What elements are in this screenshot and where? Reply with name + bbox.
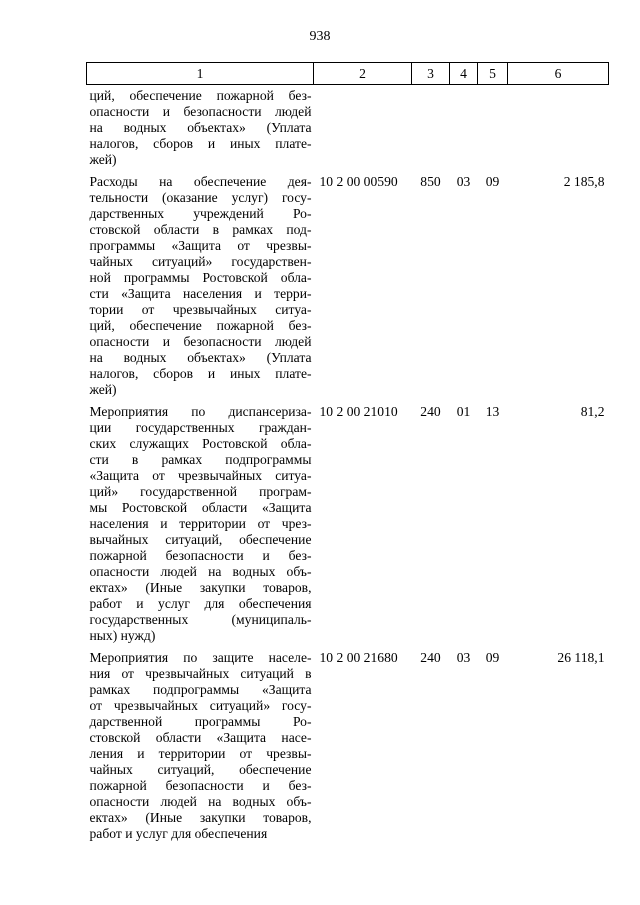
column-header: 5 — [478, 63, 508, 85]
description-line: опасности людей на водных объ- — [89, 564, 312, 579]
description-line: дарственной программы Ро- — [89, 714, 312, 729]
column-header: 1 — [87, 63, 314, 85]
description-line: пожарной безопасности и без- — [89, 778, 312, 793]
description-line: тельности (оказание услуг) госу- — [89, 190, 312, 205]
description-line: ных) нужд) — [89, 628, 156, 643]
subsection-cell — [478, 85, 508, 175]
expense-type-cell: 240 — [420, 404, 441, 419]
description-line: опасности и безопасности людей — [89, 104, 312, 119]
row-description — [87, 85, 314, 175]
expense-type-cell — [412, 85, 450, 175]
description-line: жей) — [89, 382, 117, 397]
description-line: на водных объектах» (Уплата — [89, 350, 312, 365]
description-line: налогов, сборов и иных плате- — [89, 366, 312, 381]
description-line: ления и территории от чрезвы- — [89, 746, 312, 761]
description-line: Мероприятия по защите населе- — [89, 650, 312, 665]
column-header: 6 — [508, 63, 609, 85]
description-line: стовской области в рамках под- — [89, 222, 312, 237]
description-line: вычайных ситуаций, обеспечение — [89, 532, 312, 547]
target-article-cell — [314, 85, 412, 175]
description-line: налогов, сборов и иных плате- — [89, 136, 312, 151]
table-body — [87, 85, 609, 849]
description-line: ций» государственной програм- — [89, 484, 312, 499]
description-line: от чрезвычайных ситуаций» госу- — [89, 698, 312, 713]
row-description — [87, 174, 314, 404]
description-line: ций, обеспечение пожарной без- — [89, 318, 312, 333]
description-line: программы «Защита от чрезвы- — [89, 238, 312, 253]
budget-table — [86, 62, 609, 848]
section-cell: 03 — [456, 650, 471, 665]
description-line: чайных ситуаций» государствен- — [89, 254, 312, 269]
section-cell — [450, 85, 478, 175]
description-line: пожарной безопасности и без- — [89, 548, 312, 563]
subsection-cell: 13 — [485, 404, 500, 419]
description-line: чайных ситуаций, обеспечение — [89, 762, 312, 777]
description-line: на водных объектах» (Уплата — [89, 120, 312, 135]
description-line: сти в рамках подпрограммы — [89, 452, 312, 467]
description-line: ния от чрезвычайных ситуаций в — [89, 666, 312, 681]
description-line: ектах» (Иные закупки товаров, — [89, 580, 312, 595]
description-line: дарственных учреждений Ро- — [89, 206, 312, 221]
description-line: ций, обеспечение пожарной без- — [89, 88, 312, 103]
description-line: мы Ростовской области «Защита — [89, 500, 312, 515]
section-cell: 01 — [456, 404, 471, 419]
description-line: населения и территории от чрез- — [89, 516, 312, 531]
page-number: 938 — [309, 29, 331, 44]
description-line: рамках подпрограммы «Защита — [89, 682, 312, 697]
column-header: 2 — [314, 63, 412, 85]
row-description — [87, 650, 314, 848]
column-header: 3 — [412, 63, 450, 85]
description-line: сти «Защита населения и терри- — [89, 286, 312, 301]
amount-cell — [508, 85, 609, 175]
description-line: ной программы Ростовской обла- — [89, 270, 312, 285]
description-line: ции государственных граждан- — [89, 420, 312, 435]
expense-type-cell: 850 — [420, 174, 441, 189]
description-line: жей) — [89, 152, 117, 167]
description-line: «Защита от чрезвычайных ситуа- — [89, 468, 312, 483]
subsection-cell: 09 — [485, 650, 500, 665]
amount-cell: 81,2 — [580, 404, 605, 419]
description-line: работ и услуг для обеспечения — [89, 596, 312, 611]
amount-cell: 2 185,8 — [563, 174, 605, 189]
target-article-cell: 10 2 00 21680 — [319, 650, 398, 665]
description-line: Расходы на обеспечение дея- — [89, 174, 312, 189]
column-header: 4 — [450, 63, 478, 85]
description-line: государственных (муниципаль- — [89, 612, 312, 627]
amount-cell: 26 118,1 — [557, 650, 605, 665]
description-line: стовской области «Защита насе- — [89, 730, 312, 745]
subsection-cell: 09 — [485, 174, 500, 189]
expense-type-cell: 240 — [420, 650, 441, 665]
description-line: Мероприятия по диспансериза- — [89, 404, 312, 419]
table-row — [87, 650, 609, 848]
target-article-cell: 10 2 00 21010 — [319, 404, 398, 419]
table-row — [87, 404, 609, 650]
section-cell: 03 — [456, 174, 471, 189]
description-line: опасности людей на водных объ- — [89, 794, 312, 809]
description-line: тории от чрезвычайных ситуа- — [89, 302, 312, 317]
description-line: работ и услуг для обеспечения — [89, 826, 268, 841]
target-article-cell: 10 2 00 00590 — [319, 174, 398, 189]
row-description — [87, 404, 314, 650]
description-line: ектах» (Иные закупки товаров, — [89, 810, 312, 825]
table-row — [87, 85, 609, 175]
description-line: ских служащих Ростовской обла- — [89, 436, 312, 451]
table-row — [87, 174, 609, 404]
table-header-row — [87, 63, 609, 85]
description-line: опасности и безопасности людей — [89, 334, 312, 349]
